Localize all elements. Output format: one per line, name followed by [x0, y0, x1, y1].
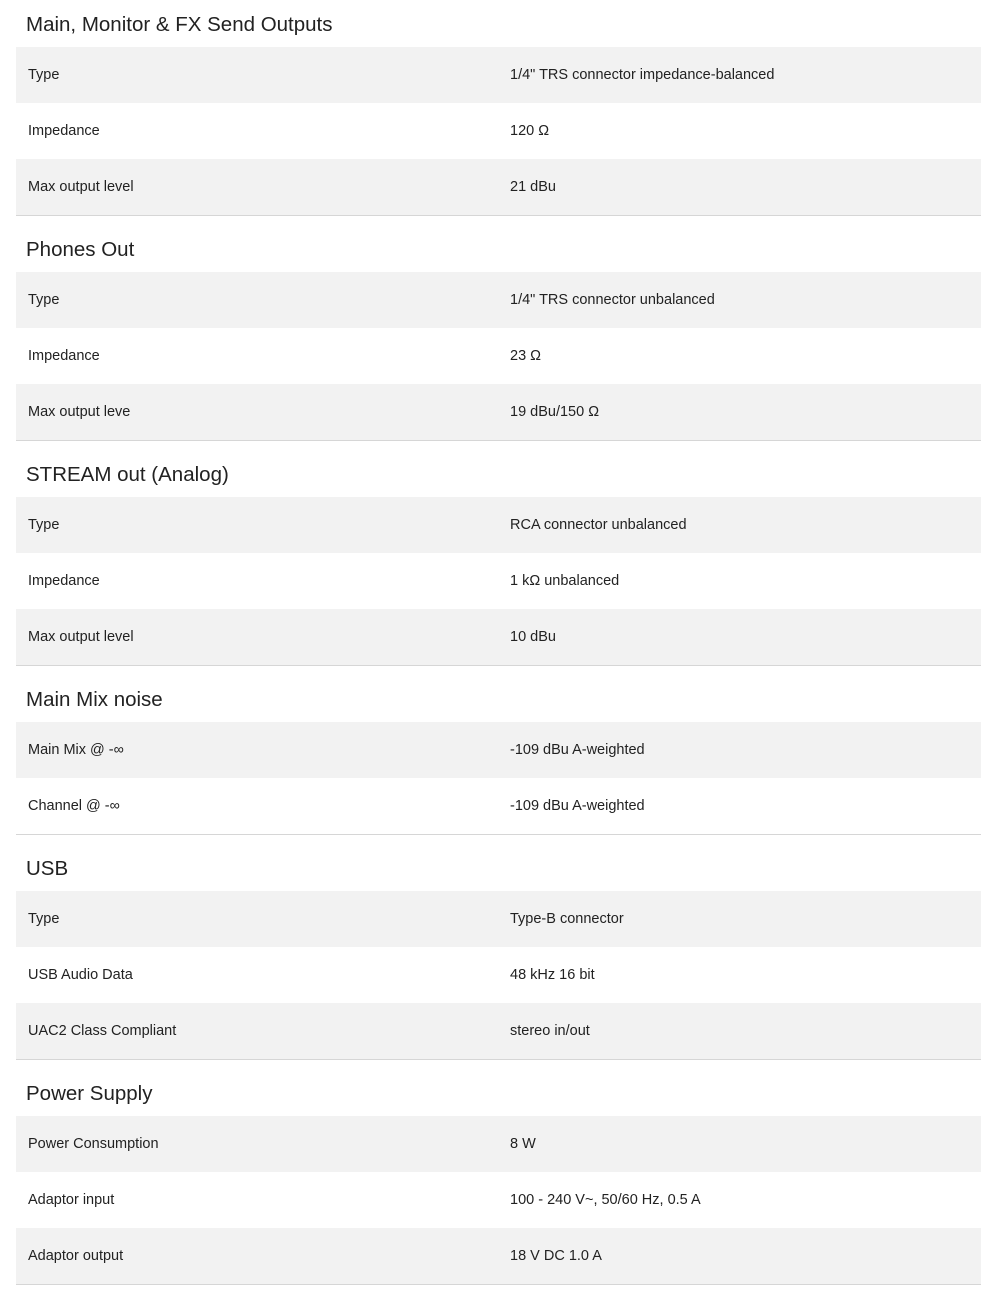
spec-label: Type	[28, 292, 60, 308]
spec-row	[16, 947, 981, 1003]
spec-value: stereo in/out	[510, 1023, 590, 1039]
spec-value: 48 kHz 16 bit	[510, 967, 595, 983]
section-title: Power Supply	[26, 1082, 153, 1105]
spec-label: Max output level	[28, 629, 134, 645]
spec-value: 100 - 240 V~, 50/60 Hz, 0.5 A	[510, 1192, 701, 1208]
spec-table	[16, 272, 981, 440]
spec-row	[16, 553, 981, 609]
spec-row	[16, 384, 981, 440]
spec-value: 1/4" TRS connector impedance-balanced	[510, 67, 775, 83]
spec-label: Type	[28, 911, 60, 927]
spec-table	[16, 47, 981, 215]
spec-label: Impedance	[28, 123, 100, 139]
spec-label: Impedance	[28, 348, 100, 364]
section-usb	[16, 835, 981, 1060]
spec-value: 1 kΩ unbalanced	[510, 573, 620, 589]
spec-label: Max output level	[28, 179, 134, 195]
spec-label: Adaptor input	[28, 1192, 115, 1208]
spec-table	[16, 497, 981, 665]
spec-row	[16, 328, 981, 384]
section-title: Main, Monitor & FX Send Outputs	[26, 13, 333, 36]
section-title: STREAM out (Analog)	[26, 463, 229, 486]
spec-value: 120 Ω	[510, 123, 550, 139]
spec-value: 1/4" TRS connector unbalanced	[510, 292, 715, 308]
spec-value: -109 dBu A-weighted	[510, 798, 645, 814]
spec-value: 19 dBu/150 Ω	[510, 404, 600, 420]
spec-value: 21 dBu	[510, 179, 556, 195]
spec-value: 10 dBu	[510, 629, 556, 645]
section-title: USB	[26, 857, 69, 880]
spec-row	[16, 1116, 981, 1172]
spec-table	[16, 1116, 981, 1284]
spec-value: -109 dBu A-weighted	[510, 742, 645, 758]
section-power-supply	[16, 1060, 981, 1285]
spec-value: Type-B connector	[510, 911, 624, 927]
spec-label: Max output leve	[28, 404, 131, 420]
spec-value: 8 W	[510, 1136, 536, 1152]
spec-row	[16, 497, 981, 553]
section-title: Phones Out	[26, 238, 135, 261]
spec-label: Channel @ -∞	[28, 798, 120, 814]
section-phones-out	[16, 216, 981, 441]
spec-value: 18 V DC 1.0 A	[510, 1248, 602, 1264]
spec-label: Type	[28, 67, 60, 83]
section-main-monitor-fx-outputs	[16, 0, 981, 216]
spec-row	[16, 272, 981, 328]
spec-row	[16, 1003, 981, 1059]
spec-label: Adaptor output	[28, 1248, 124, 1264]
spec-value: 23 Ω	[510, 348, 541, 364]
section-main-mix-noise	[16, 666, 981, 835]
spec-row	[16, 1172, 981, 1228]
spec-label: USB Audio Data	[28, 967, 133, 983]
spec-row	[16, 1228, 981, 1284]
spec-row	[16, 778, 981, 834]
section-stream-out-analog	[16, 441, 981, 666]
spec-label: Impedance	[28, 573, 100, 589]
spec-row	[16, 891, 981, 947]
spec-table	[16, 891, 981, 1059]
spec-value: RCA connector unbalanced	[510, 517, 687, 533]
spec-row	[16, 722, 981, 778]
spec-row	[16, 47, 981, 103]
spec-label: Main Mix @ -∞	[28, 742, 124, 758]
spec-row	[16, 103, 981, 159]
spec-row	[16, 159, 981, 215]
spec-label: Power Consumption	[28, 1136, 159, 1152]
spec-label: Type	[28, 517, 60, 533]
section-title: Main Mix noise	[26, 688, 163, 711]
spec-table	[16, 722, 981, 834]
spec-row	[16, 609, 981, 665]
spec-label: UAC2 Class Compliant	[28, 1023, 177, 1039]
